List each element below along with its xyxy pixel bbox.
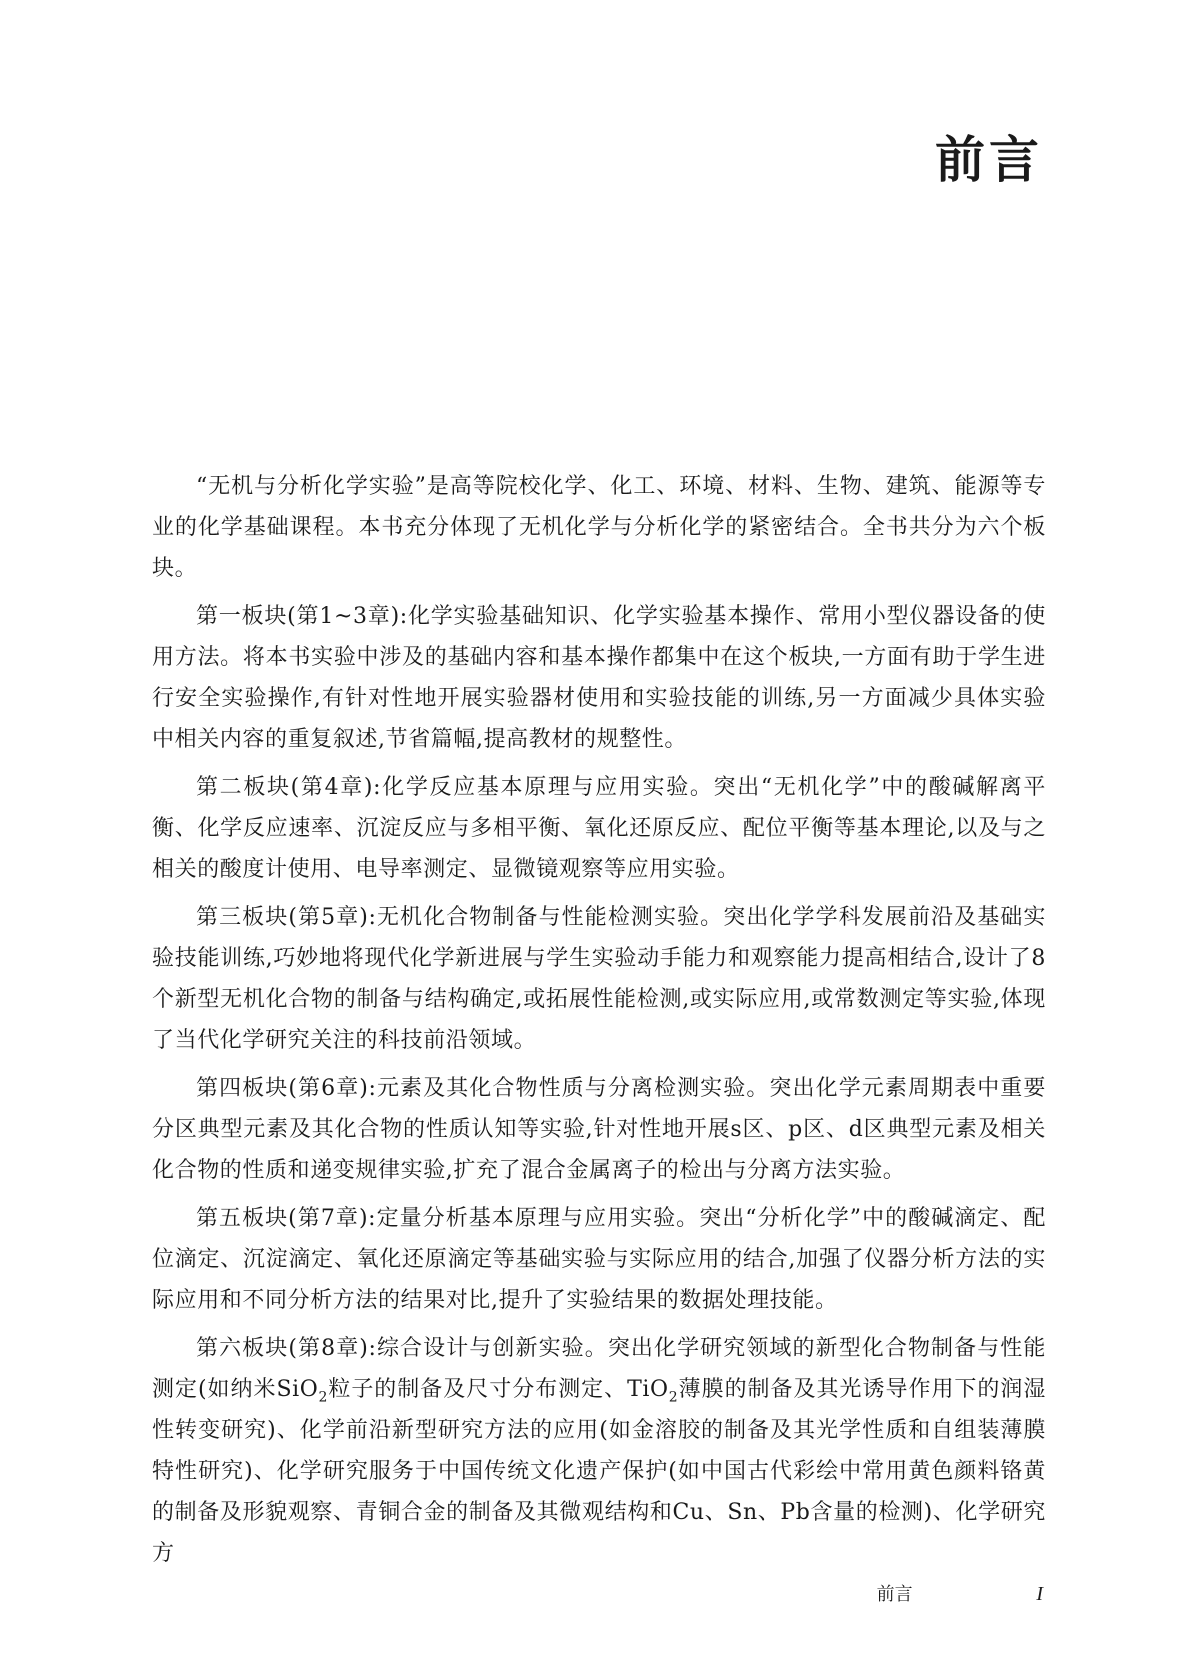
paragraph-module-6-part1: 第六板块(第8章):综合设计与创新实验。突出化学研究领域的新型化合物制备与性能测定(如纳米SiO: [152, 1336, 1046, 1402]
subscript-tio2: 2: [668, 1389, 679, 1406]
page-footer: [877, 1580, 1043, 1606]
paragraph-module-2: 第二板块(第4章):化学反应基本原理与应用实验。突出“无机化学”中的酸碱解离平衡、化学反应速率、沉淀反应与多相平衡、氧化还原反应、配位平衡等基本理论,以及与之相关的酸度计使用、电导率测定、显微镜观察等应用实验。: [152, 775, 1046, 882]
paragraph-module-5: 第五板块(第7章):定量分析基本原理与应用实验。突出“分析化学”中的酸碱滴定、配位滴定、沉淀滴定、氧化还原滴定等基础实验与实际应用的结合,加强了仪器分析方法的实际应用和不同分析方法的结果对比,提升了实验结果的数据处理技能。: [152, 1206, 1046, 1313]
paragraph-module-3: 第三板块(第5章):无机化合物制备与性能检测实验。突出化学学科发展前沿及基础实验技能训练,巧妙地将现代化学新进展与学生实验动手能力和观察能力提高相结合,设计了8个新型无机化合物的制备与结构确定,或拓展性能检测,或实际应用,或常数测定等实验,体现了当代化学研究关注的科技前沿领域。: [152, 905, 1046, 1053]
paragraph-module-6-part3: 薄膜的制备及其光诱导作用下的润湿性转变研究)、化学前沿新型研究方法的应用(如金溶胶的制备及其光学性质和自组装薄膜特性研究)、化学研究服务于中国传统文化遗产保护(如中国古代彩绘中常用黄色颜料铬黄的制备及形貌观察、青铜合金的制备及其微观结构和Cu、Sn、Pb含量的检测)、化学研究方: [152, 1377, 1046, 1566]
paragraph-intro: “无机与分析化学实验”是高等院校化学、化工、环境、材料、生物、建筑、能源等专业的化学基础课程。本书充分体现了无机化学与分析化学的紧密结合。全书共分为六个板块。: [152, 474, 1046, 581]
paragraph-module-6-part2: 粒子的制备及尺寸分布测定、TiO: [327, 1377, 669, 1402]
body-text: [152, 466, 1046, 1581]
paragraph-module-4: 第四板块(第6章):元素及其化合物性质与分离检测实验。突出化学元素周期表中重要分区典型元素及其化合物的性质认知等实验,针对性地开展s区、p区、d区典型元素及相关化合物的性质和递变规律实验,扩充了混合金属离子的检出与分离方法实验。: [152, 1076, 1046, 1183]
page-number: I: [1036, 1583, 1043, 1605]
paragraph-module-6: [152, 1328, 1046, 1574]
subscript-sio2: 2: [318, 1389, 328, 1406]
page-title: 前言: [935, 131, 1043, 189]
paragraph-module-1: 第一板块(第1~3章):化学实验基础知识、化学实验基本操作、常用小型仪器设备的使用方法。将本书实验中涉及的基础内容和基本操作都集中在这个板块,一方面有助于学生进行安全实验操作,有针对性地开展实验器材使用和实验技能的训练,另一方面减少具体实验中相关内容的重复叙述,节省篇幅,提高教材的规整性。: [152, 604, 1046, 752]
footer-section-label: 前言: [876, 1584, 913, 1605]
